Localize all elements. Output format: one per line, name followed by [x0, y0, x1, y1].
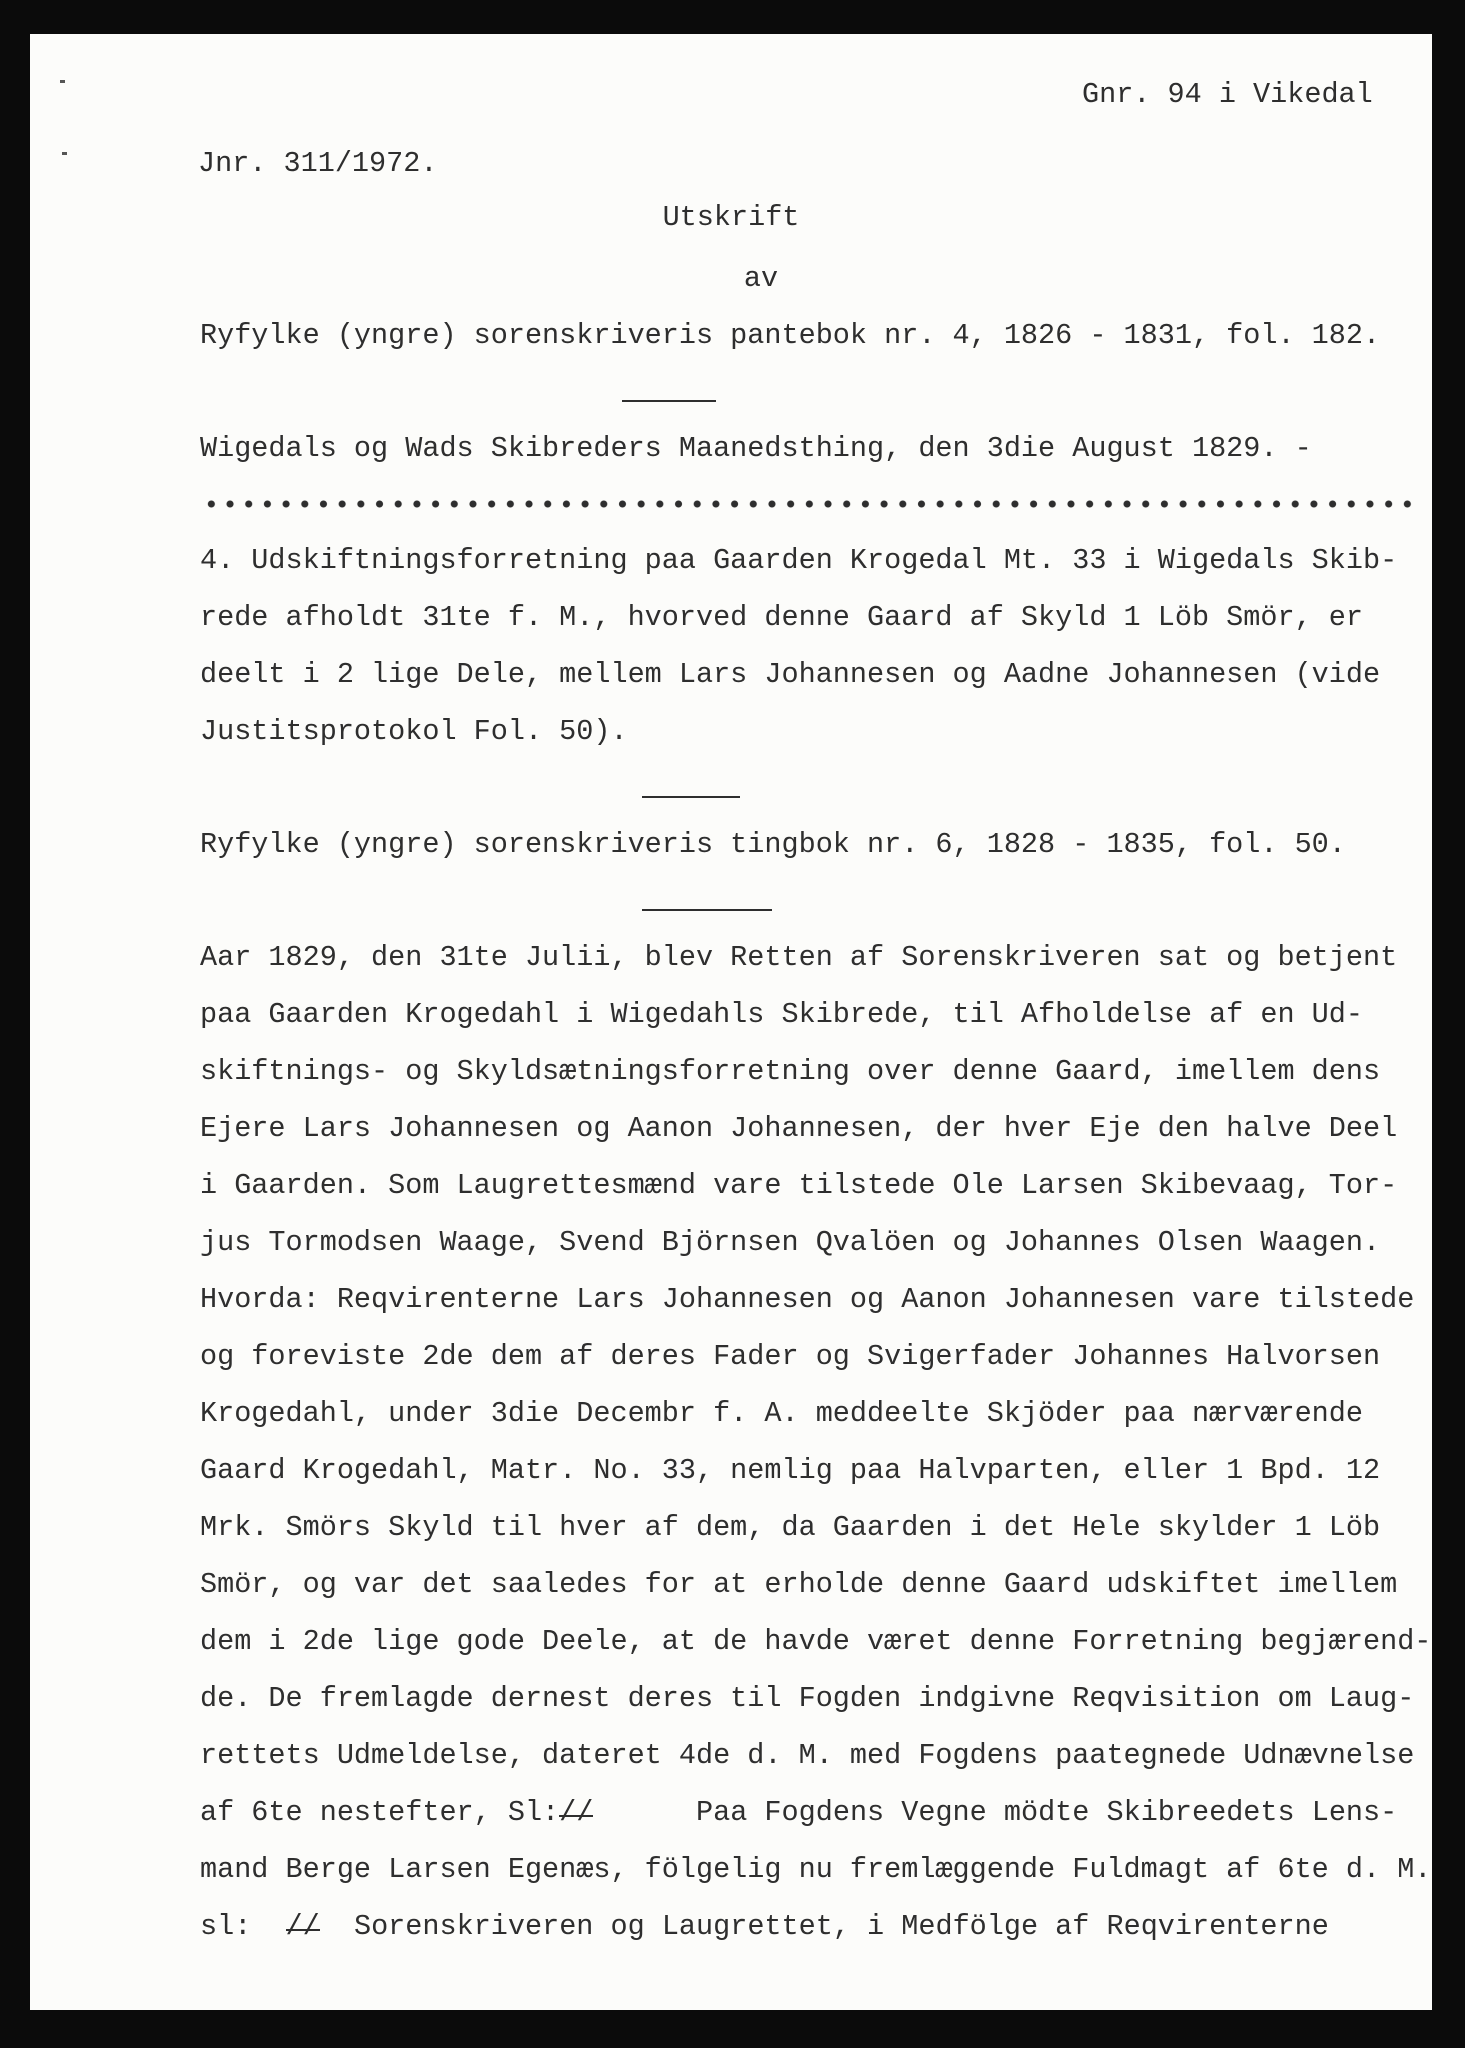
- strike-mark: //: [285, 1910, 320, 1943]
- entry-line: deelt i 2 lige Dele, mellem Lars Johannesen og Aadne Johannesen (vide: [200, 658, 1381, 691]
- entry-line: rede afholdt 31te f. M., hvorved denne Gaard af Skyld 1 Löb Smör, er: [200, 601, 1363, 634]
- session-heading: Wigedals og Wads Skibreders Maanedsthing, den 3die August 1829. -: [200, 432, 1312, 465]
- body-line: Hvorda: Reqvirenterne Lars Johannesen og Aanon Johannesen vare tilstede: [200, 1283, 1415, 1316]
- separator-rule: [642, 909, 772, 911]
- body-line: Gaard Krogedahl, Matr. No. 33, nemlig paa Halvparten, eller 1 Bpd. 12: [200, 1454, 1381, 1487]
- scan-speck: [60, 80, 65, 83]
- body-line: rettets Udmeldelse, dateret 4de d. M. med Fogdens paategnede Udnævnelse: [200, 1739, 1415, 1772]
- separator-rule: [642, 796, 740, 798]
- body-line: Krogedahl, under 3die Decembr f. A. meddeelte Skjöder paa nærværende: [200, 1397, 1363, 1430]
- body-line: Mrk. Smörs Skyld til hver af dem, da Gaarden i det Hele skylder 1 Löb: [200, 1511, 1381, 1544]
- journal-number: Jnr. 311/1972.: [198, 147, 438, 180]
- signoff-text: Paa Fogdens Vegne mödte Skibreedets Lens-: [696, 1796, 1398, 1829]
- body-line: Smör, og var det saaledes for at erholde denne Gaard udskiftet imellem: [200, 1568, 1398, 1601]
- separator-rule: [622, 400, 716, 402]
- title-av: av: [743, 262, 779, 295]
- document-page: [30, 34, 1432, 2010]
- body-line: Ejere Lars Johannesen og Aanon Johannesen, der hver Eje den halve Deel: [200, 1112, 1398, 1145]
- body-line: i Gaarden. Som Laugrettesmænd vare tilstede Ole Larsen Skibevaag, Tor-: [200, 1169, 1398, 1202]
- signoff-text: Sorenskriveren og Laugrettet, i Medfölge af Reqvirenterne: [353, 1910, 1329, 1943]
- body-line: paa Gaarden Krogedahl i Wigedahls Skibrede, til Afholdelse af en Ud-: [200, 998, 1363, 1031]
- signoff-text: af 6te nestefter, Sl:: [200, 1796, 560, 1829]
- entry-line: 4. Udskiftningsforretning paa Gaarden Krogedal Mt. 33 i Wigedals Skib-: [200, 544, 1398, 577]
- title-utskrift: Utskrift: [662, 201, 800, 234]
- dotted-separator: [202, 499, 1417, 509]
- body-line: jus Tormodsen Waage, Svend Björnsen Qvalöen og Johannes Olsen Waagen.: [200, 1226, 1381, 1259]
- body-line: dem i 2de lige gode Deele, at de havde været denne Forretning begjærend-: [200, 1625, 1432, 1658]
- body-line: mand Berge Larsen Egenæs, fölgelig nu fremlæggende Fuldmagt af 6te d. M.: [200, 1853, 1432, 1886]
- scan-speck: [62, 152, 67, 155]
- source-pantebok: Ryfylke (yngre) sorenskriveris pantebok nr. 4, 1826 - 1831, fol. 182.: [200, 319, 1381, 352]
- body-line: skiftnings- og Skyldsætningsforretning over denne Gaard, imellem dens: [200, 1055, 1381, 1088]
- body-line-signoff: [200, 1910, 1329, 1944]
- body-line: og foreviste 2de dem af deres Fader og Svigerfader Johannes Halvorsen: [200, 1340, 1381, 1373]
- entry-line: Justitsprotokol Fol. 50).: [200, 715, 628, 748]
- source-tingbok: Ryfylke (yngre) sorenskriveris tingbok nr. 6, 1828 - 1835, fol. 50.: [200, 828, 1346, 861]
- body-line-signoff: [200, 1796, 1397, 1830]
- signoff-text: sl:: [200, 1910, 252, 1943]
- reference-number: Gnr. 94 i Vikedal: [1082, 78, 1373, 111]
- strike-mark: //: [559, 1796, 594, 1829]
- body-line: Aar 1829, den 31te Julii, blev Retten af Sorenskriveren sat og betjent: [200, 941, 1398, 974]
- body-line: de. De fremlagde dernest deres til Fogden indgivne Reqvisition om Laug-: [200, 1682, 1415, 1715]
